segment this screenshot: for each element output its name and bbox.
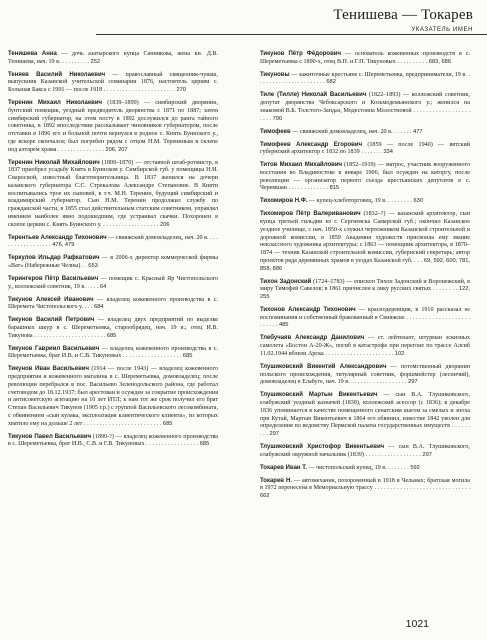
index-entry: [8, 276, 218, 292]
index-entry: [260, 142, 470, 158]
index-column-left: [8, 51, 218, 449]
entry-name: Терентьев Александр Тихонович: [8, 234, 107, 241]
entry-description: — автомеханик, похороненный в 1918 в Чельмах; братская могила в 1972 перенесена в Мемориальную трассу: [260, 477, 471, 492]
entry-pages: . . . . . . . . . . . . . . . . . . . . . . 790: [260, 107, 470, 122]
entry-description: (1859 — после 1940) — вятский губернский архитектор с 1832 по 1839: [260, 141, 470, 156]
entry-name: Тиле (Тиллe) Николай Васильевич: [260, 92, 367, 99]
index-entry: [8, 317, 218, 340]
entry-pages: . . . . . . . . . . . . . . . . . . . . . . . 270: [102, 87, 186, 94]
index-entry: [8, 72, 218, 95]
entry-pages: . . . . . . . . . . . . . 815: [286, 185, 340, 192]
entry-pages: . . . . . . . . . . . . . . . . . . . . . . 682: [260, 71, 470, 86]
entry-description: (1890-?) — владелец кожевенного производства в с. Шереметьевка, брат И.В., С.В. и Г.В. Тикуновых: [8, 433, 219, 448]
entry-description: (1809–1870) — отставной штаб-ротмистр, в 1837 приобрел усадьбу Княть в Буинском у. Симбирской губ. у помещицы Н.И. Сваросиой, известный благотворительница. В 1837 женился на дочери казанского губернатора С.С. Стрекалова Александре Степановне. В Княти воспитывались трое их сыновей, в т.ч. М.Н. Теренин, будущий симбирский и владимирский губернатор. Сын Н.М. Теренин продолжил службу по гражданской части, в 1855 стал действительным статским советником, управлял имением наиболее явно подошедшим, где устраивал скачки. Похоронен в склепе церкви с. Княть Буинского у.: [8, 159, 218, 228]
index-entry: [260, 51, 470, 67]
index-entry: [260, 279, 470, 302]
entry-pages: . . . . . . . . 122, 255: [260, 286, 470, 300]
entry-name: Тлушиковский Христофор Викентьевич: [260, 443, 385, 450]
entry-name: Тимофеев Александр Егорович: [260, 141, 363, 148]
entry-name: Тихон Задонский: [260, 278, 312, 285]
index-entry: [8, 366, 218, 428]
entry-name: Тенишева Анна: [8, 51, 57, 57]
entry-pages: . . . . . . . . . . . . . . . . . . . . . . . 685: [32, 332, 117, 339]
entry-name: Теркулов Ильдар Рафкатович: [8, 255, 100, 262]
index-entry: [260, 198, 470, 206]
entry-description: (1839–1899) — симбирский дворянин, бунтский помещик, уездный предводитель дворянства с 1871 по 1887; затем симбирский губернатор, на этом посту в 1892 дослужился до ранга тайного советника, в 1892 впоследствии рассказывает чиновников губернатором, после отставки в 1896 его и больной почти вернулся в родное с. Княть Буинского у., где вскоре скончался; был погребен рядом с отцом Н.М. Терениным в склепе под алтарем храма: [8, 100, 218, 153]
index-entry: [8, 297, 218, 313]
entry-pages: . . . 684: [83, 304, 104, 311]
entry-description: — помещик с. Красный Яр Чистопольского у., коллежский советник, 19 в.: [8, 275, 219, 290]
entry-description: — ст. лейтенант, штурман эскизных самолета «Бостон А-20-Ж», погиб в катастрофе при перегоне по трассе Алсиб 11.02.1944 вблизи Арска: [260, 335, 470, 357]
index-entry: [8, 346, 218, 362]
index-entry: [260, 92, 470, 123]
entry-description: — купец-хлеботорговец, 19 в.: [307, 198, 387, 205]
entry-name: Тикунов Алексей Иванович: [8, 296, 94, 303]
entry-pages: . . . 69, 592, 600, 781, 858, 886: [260, 257, 470, 272]
entry-description: (1832–?) — казанский архитектор, сын купца третьей гильдии из г. Сергиевска Самарской губ.; окончил Казанское уездное училище, с нач. 1850-х служил чертежником Казанской строительной и дорожной комиссии, в 1859 Академия художеств присвоила ему звание неклассного художника архитектуры; с 1863 — помощник архитектора, в 1870–1874 — техник Казанской строительной комиссии, губернский секретарь; автор проектов ряда деревянных храмов в уездах Казанской губ.: [260, 211, 470, 264]
entry-description: (1914 — после 1943) — владелец кожевенного предприятия и кожевенного магазина в с. Шереметьевка, домовладелец; после революции перебрался в пос. Васильево Зеленодольского района, где работал счетоводом до 18.12.1937; был арестован и осужден за сокрытие происхождения и антисоветскую агитацию на 10 лет ИТЛ; к нам тот же срок получил его брат Степан Васильевич Тикунов (1905 г.р.) с группой Васильевского лесокомбината, с обвинением «сын кулака, эксплоатация клиентического клиента», из которых хватило ему на дольше 2 лет: [8, 366, 218, 427]
entry-description: — чистопольский купец, 19 в.: [306, 464, 387, 471]
entry-name: Тлебучаяв Александр Данилович: [260, 335, 365, 342]
entry-name: Теняев Василий Николаевич: [8, 71, 106, 78]
entry-name: Тихонов Александр Тихонович: [260, 306, 356, 313]
entry-name: Тикунов Гавриил Васильевич: [8, 345, 100, 352]
entry-pages: . . . . . . . . . . 683, 686: [395, 58, 451, 65]
entry-description: (1724–1783) — епископ Тихон Задонский и Воронежский, в миру Тимофей Савелов; в 1861 причислен к лику русских святых: [260, 278, 470, 293]
entry-pages: . . . . . . . 334: [359, 149, 393, 156]
index-entry: [8, 100, 218, 154]
entry-name: Тлушиковский Викентий Александрович: [260, 363, 387, 370]
entry-description: — потомственный дворянин польского происхождения, титулярный советник, форшмейстер (лесничий), домовладелец в Елабуге, нач. 19 в.: [260, 363, 470, 386]
entry-pages: . . . . . . . . . 252: [60, 58, 101, 65]
entry-description: — в 2006-х директор коммерческой фирмы «Ват» (Набережные Челны): [8, 255, 219, 269]
entry-description: — зажиточные крестьяне с. Шереметьевка, предприниматели, 19 в.: [289, 71, 467, 78]
entry-name: Тикуновы: [260, 71, 290, 78]
entry-name: Тикунов Пётр Фёдорович: [260, 51, 341, 57]
index-entry: [8, 255, 218, 271]
index-entry: [260, 364, 470, 387]
entry-description: — основатель кожевенных производств в с. Шереметьевка с 1890-х, отец В.П. и Г.П. Тикуновых: [260, 51, 471, 65]
entry-pages: . . . . . . . . . . . . . . . 206, 207: [56, 146, 128, 153]
running-subtitle: УКАЗАТЕЛЬ ИМЕН: [411, 27, 473, 33]
entry-pages: . . . . . . . . . . . . . . . . . . . 685: [121, 353, 193, 360]
entry-name: Тикунов Иван Васильевич: [8, 366, 89, 373]
entry-description: (1852–1919) — матрос, участник вооруженного восстания во Владивостоке в январе 1906, был осужден на каторгу, после революции — организатор первого съезда крестьянских депутатов в с. Черемшан: [260, 162, 470, 192]
entry-description: (1822–1893) — коллежский советник, депутат дворянства Чебоксарского и Козьмодемьянского у.; женился на знакомой В.Б. Толстого-Зандаэ, Модестовна Молостновой: [260, 92, 471, 114]
entry-pages: . . . . . . . . . . . . . . . . . . 297: [363, 451, 432, 458]
entry-pages: . . . . . . . . . . . . . . . . . . . . . . . . . 685: [82, 420, 173, 427]
entry-name: Терингеров Пётр Васильевич: [8, 275, 99, 282]
index-entry: [8, 51, 218, 67]
entry-pages: . . . . . . . . . . . . . . . . . 685: [144, 441, 210, 448]
entry-pages: . . 653: [80, 262, 98, 269]
entry-name: Тимофеев: [260, 128, 291, 135]
entry-description: — владелец кожевенного производства в с. Шереметьевка, брат И.В. и С.В. Тикуновых: [8, 345, 218, 360]
page-number: 1021: [405, 618, 429, 630]
index-column-right: [260, 51, 470, 501]
index-entry: [260, 211, 470, 273]
entry-pages: . . . . . . . 592: [386, 464, 420, 471]
entry-pages: . . . . . . . . . . . . . . . . . . 297: [349, 379, 418, 386]
index-entry: [260, 392, 470, 439]
entry-pages: . . . . . . . . . . . . . . . . . 476, 479: [8, 234, 218, 249]
entry-description: — православный священник-чуваш, выпускник Казанской учительской семинарии 1876, настоятель церкви с. Большая Бакса с 1991 — после 1918: [8, 71, 218, 94]
index-entry: [260, 129, 470, 137]
entry-description: — владелец кожевенного производства в с. Шеремета Чистопольского у.: [8, 296, 218, 311]
index-entry: [260, 478, 470, 501]
entry-description: — свияжский домовладелец, нач. 20 в.: [290, 128, 393, 135]
index-entry: [260, 465, 470, 473]
entry-description: — краснодеревщик, в 1910 рассказал ее воспоминания и собственный бракованный в Свияжске: [260, 306, 470, 321]
entry-pages: . . . . . . . . . . . . . . . . . . . . . . . . . . . . . . 662: [260, 485, 471, 500]
entry-description: — сын В.А. Тлушиковского, елабужский уездный казначей (1838), коллежский асессор (с 1836); в декабре 1836 упоминается в качестве помещенного сенатским шагом за смелых и эпоха при Кутай, Мартын Викентьевич в 1864 его обвинил, известие 1842 уволен для определения по ведомству Пермской палаты государственных имуществ: [260, 392, 470, 430]
entry-name: Теренин Николай Михайлович: [8, 159, 100, 166]
entry-name: Тлушиковский Мартын Викентьевич: [260, 392, 378, 399]
entry-pages: . . . . . . 477: [392, 128, 423, 135]
index-entry: [260, 444, 470, 460]
entry-description: — сын В.А. Тлушиковского, елабужский окружной начальник (1839): [260, 443, 470, 458]
entry-description: — свияжский домовладелец, нач. 20 в.: [106, 234, 209, 241]
entry-name: Тихомиров Пётр Валериванович: [260, 211, 361, 218]
entry-description: — дочь азатырского купца Санникова, жена кн. Д.В. Тенишева, нач. 19 в.: [8, 51, 218, 65]
entry-pages: . . . . 64: [85, 283, 107, 290]
running-title: Тенишева — Токарев: [333, 7, 473, 23]
entry-pages: . . . . . . . . . . . . . . . . . . . . . . 102: [323, 350, 405, 357]
entry-name: Теренин Михаил Николаевич: [8, 100, 103, 107]
index-entry: [260, 72, 470, 88]
entry-name: Титов Михаил Михайлович: [260, 162, 342, 169]
entry-name: Тикунов Павел Васильевич: [8, 433, 92, 440]
entry-pages: . . . . . . . . . 297: [260, 423, 470, 437]
index-entry: [8, 235, 218, 251]
entry-name: Токарев Н.: [260, 477, 293, 484]
index-entry: [8, 434, 218, 450]
entry-pages: . . . . . . . . 630: [386, 198, 423, 205]
index-entry: [260, 307, 470, 330]
index-entry: [260, 335, 470, 358]
index-entry: [8, 160, 218, 230]
entry-name: Токарев Иван Т.: [260, 464, 307, 471]
entry-pages: . . . . . . . . . . . . . . . . . . . . . . . . . . 485: [260, 314, 470, 329]
entry-name: Тикунов Василий Петрович: [8, 317, 95, 324]
entry-description: — владелец двух предприятий по выделке барашных шкур в с. Шереметьевка, старообрядец, нач. 19 в.; отец И.В. Тикунова: [8, 317, 219, 339]
entry-name: Тихомиров Н.Ф.: [260, 198, 308, 205]
entry-pages: . . . . . . . . . . . . . . . . . . 206: [101, 221, 170, 228]
index-entry: [260, 162, 470, 193]
